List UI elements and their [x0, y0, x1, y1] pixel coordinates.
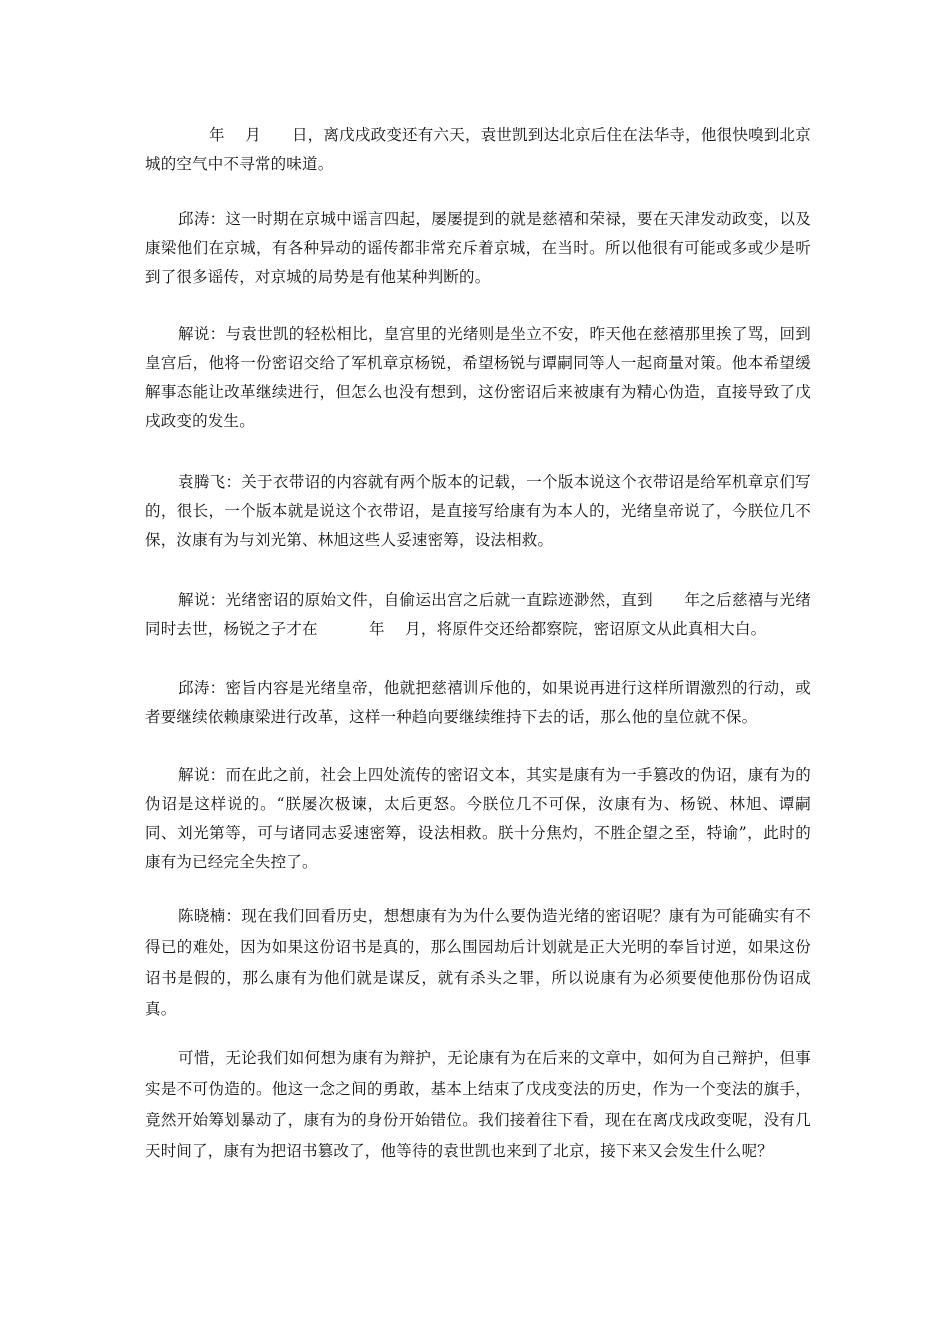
paragraph-yuan-tengfei: 袁腾飞：关于衣带诏的内容就有两个版本的记载，一个版本说这个衣带诏是给军机章京们写的，很长，一个版本就是说这个衣带诏，是直接写给康有为本人的，光绪皇帝说了，今朕位几不保，汝康有为与刘光第、林旭这些人妥速密筹，设法相救。: [145, 473, 811, 549]
paragraph-closing: 可惜，无论我们如何想为康有为辩护，无论康有为在后来的文章中，如何为自己辩护，但事实是不可伪造的。他这一念之间的勇敢，基本上结束了戊戌变法的历史，作为一个变法的旗手，竟然开始筹划暴动了，康有为的身份开始错位。我们接着往下看，现在在离戊戌政变呢，没有几天时间了，康有为把诏书篡改了，他等待的袁世凯也来到了北京，接下来又会发生什么呢？: [145, 1049, 811, 1160]
paragraph-narration-3: 解说：而在此之前，社会上四处流传的密诏文本，其实是康有为一手篡改的伪诏，康有为的伪诏是这样说的。“朕屡次极谏，太后更怒。今朕位几不可保，汝康有为、杨锐、林旭、谭嗣同、刘光第等，可与诸同志妥速密筹，设法相救。朕十分焦灼，不胜企望之至，特谕”，此时的康有为已经完全失控了。: [145, 766, 811, 871]
paragraph-narration-1: 解说：与袁世凯的轻松相比，皇宫里的光绪则是坐立不安，昨天他在慈禧那里挨了骂，回到皇宫后，他将一份密诏交给了军机章京杨锐，希望杨锐与谭嗣同等人一起商量对策。他本希望缓解事态能让改革继续进行，但怎么也没有想到，这份密诏后来被康有为精心伪造，直接导致了戊戌政变的发生。: [145, 325, 811, 430]
paragraph-intro: 年 月 日，离戊戌政变还有六天，袁世凯到达北京后住在法华寺，他很快嗅到北京城的空气中不寻常的味道。: [145, 126, 811, 173]
paragraph-qiu-tao-2: 邱涛：密旨内容是光绪皇帝，他就把慈禧训斥他的，如果说再进行这样所谓激烈的行动，或者要继续依赖康梁进行改革，这样一种趋向要继续维持下去的话，那么他的皇位就不保。: [145, 679, 811, 726]
paragraph-chen-xiaonan: 陈晓楠：现在我们回看历史，想想康有为为什么要伪造光绪的密诏呢？康有为可能确实有不得已的难处，因为如果这份诏书是真的，那么围园劫后计划就是正大光明的奉旨讨逆，如果这份诏书是假的，那么康有为他们就是谋反，就有杀头之罪，所以说康有为必须要使他那份伪诏成真。: [145, 907, 811, 1018]
paragraph-qiu-tao-1: 邱涛：这一时期在京城中谣言四起，屡屡提到的就是慈禧和荣禄，要在天津发动政变，以及康梁他们在京城，有各种异动的谣传都非常充斥着京城，在当时。所以他很有可能或多或少是听到了很多谣传，对京城的局势是有他某种判断的。: [145, 210, 811, 286]
paragraph-narration-2: 解说：光绪密诏的原始文件，自偷运出宫之后就一直踪迹渺然，直到 年之后慈禧与光绪同时去世，杨锐之子才在 年 月，将原件交还给都察院，密诏原文从此真相大白。: [145, 591, 811, 638]
